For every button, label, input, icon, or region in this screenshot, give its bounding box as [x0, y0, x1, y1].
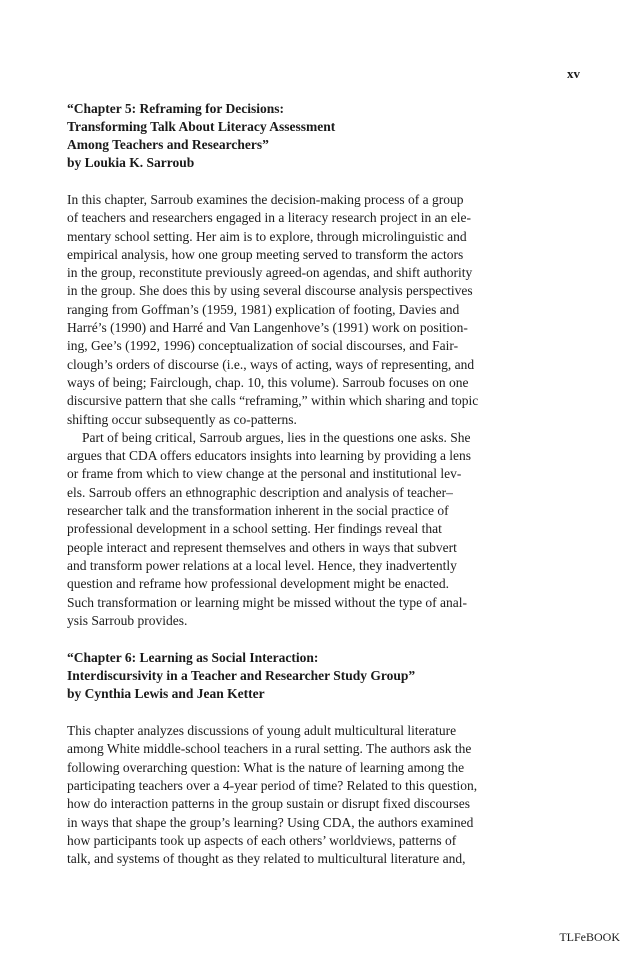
text-line: in the group. She does this by using several discourse analysis perspectives [67, 283, 473, 299]
text-line: how do interaction patterns in the group sustain or disrupt fixed discourses [67, 796, 471, 812]
text-line: of teachers and researchers engaged in a literacy research project in an ele- [67, 210, 472, 226]
text-line: ways of being; Fairclough, chap. 10, this volume). Sarroub focuses on one [67, 374, 469, 390]
text-line: mentary school setting. Her aim is to explore, through microlinguistic and [67, 228, 467, 244]
text-line: question and reframe how professional development might be enacted. [67, 576, 450, 592]
text-line: or frame from which to view change at the personal and institutional lev- [67, 466, 462, 482]
text-line: people interact and represent themselves and others in ways that subvert [67, 539, 457, 555]
text-line: ing, Gee’s (1992, 1996) conceptualization of social discourses, and Fair- [67, 338, 459, 354]
text-line: professional development in a school setting. Her findings reveal that [67, 521, 442, 537]
text-line: discursive pattern that she calls “reframing,” within which sharing and topic [67, 393, 479, 409]
text-line: Such transformation or learning might be missed without the type of anal- [67, 594, 468, 610]
chapter-5-paragraph-2 [67, 429, 499, 630]
text-line: and transform power relations at a local level. Hence, they inadvertently [67, 557, 457, 573]
heading-author: by Loukia K. Sarroub [67, 155, 195, 170]
page-number: xv [567, 66, 580, 81]
watermark: TLFeBOOK [559, 930, 620, 944]
text-line: This chapter analyzes discussions of young adult multicultural literature [67, 723, 457, 739]
text-line: in ways that shape the group’s learning? Using CDA, the authors examined [67, 814, 474, 830]
text-line: Part of being critical, Sarroub argues, lies in the questions one asks. She [82, 429, 471, 445]
text-line: researcher talk and the transformation inherent in the social practice of [67, 503, 449, 519]
heading-author: by Cynthia Lewis and Jean Ketter [67, 686, 265, 702]
text-line: ysis Sarroub provides. [67, 612, 188, 628]
chapter-5-paragraph-1 [67, 191, 499, 429]
page-content [67, 100, 499, 869]
text-line: following overarching question: What is the nature of learning among the [67, 759, 465, 775]
text-line: in the group, reconstitute previously agreed-on agendas, and shift authority [67, 265, 473, 281]
text-line: argues that CDA offers educators insights into learning by providing a lens [67, 448, 472, 464]
text-line: empirical analysis, how one group meeting served to transform the actors [67, 246, 464, 262]
text-line: participating teachers over a 4-year period of time? Related to this question, [67, 778, 478, 794]
heading-line: “Chapter 6: Learning as Social Interaction: [67, 650, 319, 666]
heading-line: “Chapter 5: Reframing for Decisions: [67, 101, 284, 116]
text-line: clough’s orders of discourse (i.e., ways of acting, ways of representing, and [67, 356, 475, 372]
text-line: In this chapter, Sarroub examines the decision-making process of a group [67, 192, 464, 207]
text-line: shifting occur subsequently as co-patterns. [67, 411, 297, 427]
chapter-6-paragraph-1 [67, 722, 499, 868]
heading-line: Among Teachers and Researchers” [67, 137, 269, 152]
text-line: ranging from Goffman’s (1959, 1981) explication of footing, Davies and [67, 301, 460, 317]
chapter-6-heading [67, 649, 499, 703]
text-line: Harré’s (1990) and Harré and Van Langenhove’s (1991) work on position- [67, 320, 468, 336]
text-line: els. Sarroub offers an ethnographic description and analysis of teacher– [67, 484, 453, 500]
text-line: how participants took up aspects of each others’ worldviews, patterns of [67, 832, 457, 848]
heading-line: Transforming Talk About Literacy Assessment [67, 119, 336, 134]
text-line: among White middle-school teachers in a rural setting. The authors ask the [67, 741, 472, 757]
heading-line: Interdiscursivity in a Teacher and Researcher Study Group” [67, 668, 416, 684]
chapter-5-heading [67, 100, 499, 172]
text-line: talk, and systems of thought as they related to multicultural literature and, [67, 851, 466, 867]
